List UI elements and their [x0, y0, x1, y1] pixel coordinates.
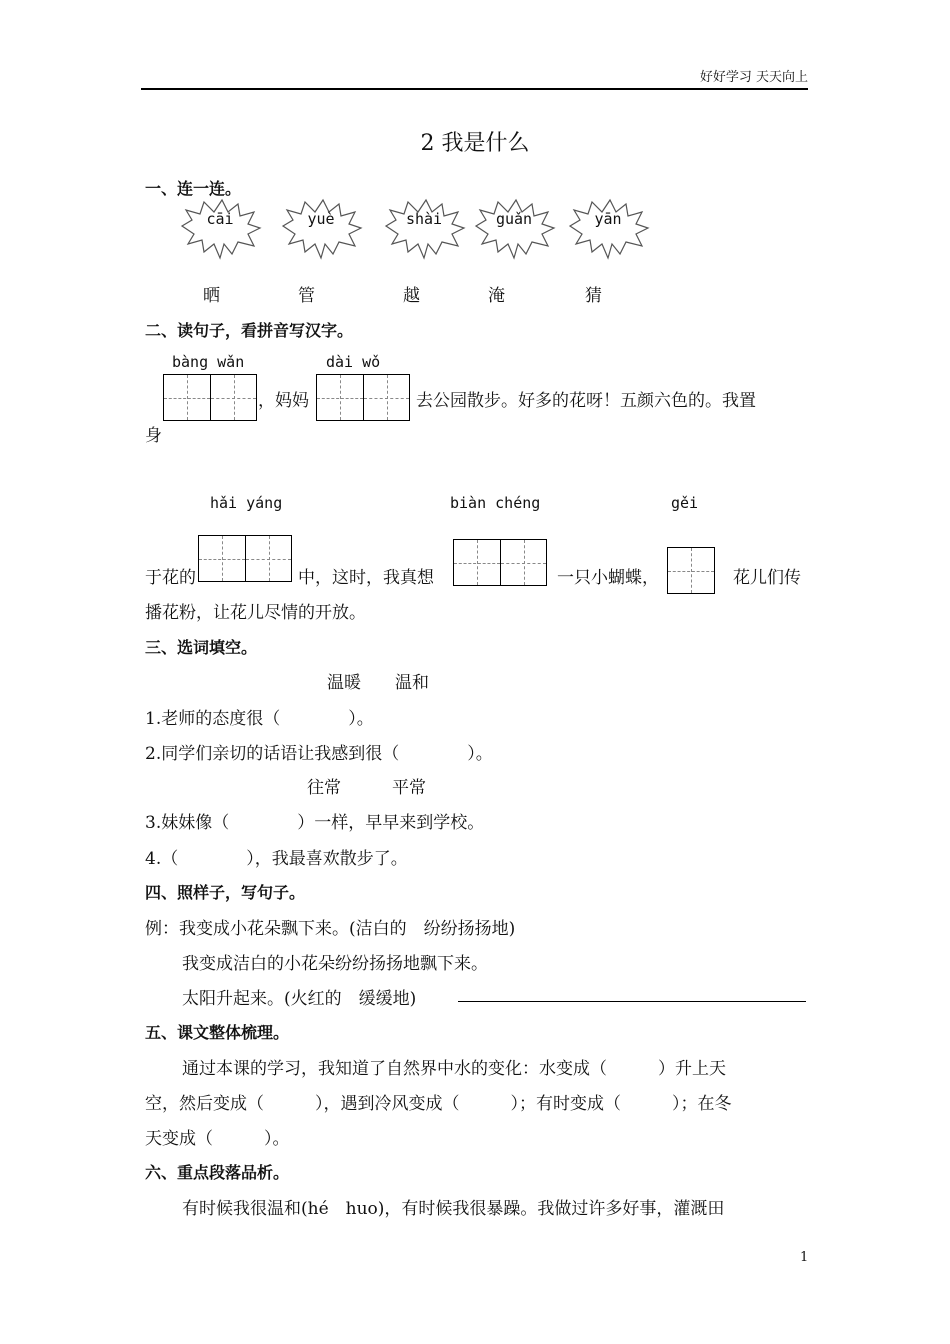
leaf-pinyin: shài [405, 210, 443, 228]
sentence-text: 一只小蝴蝶， [557, 568, 659, 588]
answer-line[interactable] [458, 1001, 806, 1002]
word-choices: 温暖 温和 [327, 673, 429, 693]
leaf-pinyin: yuè [307, 210, 335, 228]
leaf-card [277, 198, 365, 258]
page-title: 2 我是什么 [420, 131, 530, 156]
example-answer: 我变成洁白的小花朵纷纷扬扬地飘下来。 [182, 954, 488, 974]
pinyin-prompt: bàng wǎn [172, 353, 245, 371]
char-item: 猜 [585, 286, 602, 306]
sentence-text: ，妈妈 [258, 391, 309, 411]
leaf-icon [176, 198, 264, 260]
leaf-pinyin: guǎn [495, 210, 533, 228]
fill-blank-question[interactable]: 3.妹妹像（ ）一样，早早来到学校。 [145, 813, 485, 833]
leaf-card [176, 198, 264, 258]
paragraph-line[interactable]: 通过本课的学习，我知道了自然界中水的变化：水变成（ ）升上天 [182, 1059, 726, 1079]
fill-blank-question[interactable]: 2.同学们亲切的话语让我感到很（ ）。 [145, 744, 493, 764]
rewrite-task: 太阳升起来。(火红的 缓缓地) [182, 989, 417, 1009]
sentence-text: 花儿们传 [733, 568, 801, 588]
fill-blank-question[interactable]: 1.老师的态度很（ ）。 [145, 709, 374, 729]
header-rule [141, 88, 808, 90]
paragraph-line[interactable]: 空，然后变成（ ），遇到冷风变成（ ）；有时变成（ ）；在冬 [145, 1094, 732, 1114]
fill-blank-question[interactable]: 4.（ ），我最喜欢散步了。 [145, 849, 408, 869]
tianzige-answer-box[interactable] [667, 547, 715, 594]
tianzige-answer-box[interactable] [163, 374, 257, 421]
pinyin-prompt: gěi [671, 494, 699, 512]
tianzige-answer-box[interactable] [316, 374, 410, 421]
pinyin-prompt: biàn chéng [450, 494, 541, 512]
tianzige-answer-box[interactable] [453, 539, 547, 586]
leaf-pinyin: yān [594, 210, 622, 228]
pinyin-prompt: dài wǒ [326, 353, 381, 371]
section2-heading: 二、读句子，看拼音写汉字。 [145, 321, 354, 340]
leaf-pinyin: cāi [206, 210, 234, 228]
pinyin-prompt: hǎi yáng [210, 494, 283, 512]
paragraph-line: 有时候我很温和(hé huo)，有时候我很暴躁。我做过许多好事，灌溉田 [182, 1199, 725, 1219]
section4-heading: 四、照样子，写句子。 [145, 883, 306, 902]
section3-heading: 三、选词填空。 [145, 638, 258, 657]
tianzige-answer-box[interactable] [198, 535, 292, 582]
char-item: 越 [403, 286, 420, 306]
sentence-text: 于花的 [145, 568, 196, 588]
sentence-text: 去公园散步。好多的花呀！五颜六色的。我置 [416, 391, 756, 411]
section6-heading: 六、重点段落品析。 [145, 1163, 290, 1182]
leaf-card [470, 198, 558, 258]
example-sentence: 例：我变成小花朵飘下来。(洁白的 纷纷扬扬地) [145, 919, 516, 939]
page-number: 1 [800, 1250, 809, 1265]
paragraph-line[interactable]: 天变成（ ）。 [145, 1129, 290, 1149]
sentence-text: 中，这时，我真想 [298, 568, 434, 588]
char-item: 管 [298, 286, 315, 306]
section5-heading: 五、课文整体梳理。 [145, 1023, 290, 1042]
leaf-icon [564, 198, 652, 260]
leaf-icon [380, 198, 468, 260]
leaf-card [564, 198, 652, 258]
leaf-icon [277, 198, 365, 260]
char-item: 淹 [488, 286, 505, 306]
word-choices: 往常 平常 [307, 778, 426, 798]
page-header: 好好学习 天天向上 [699, 70, 808, 85]
section1-heading: 一、连一连。 [145, 179, 242, 198]
leaf-icon [470, 198, 558, 260]
leaf-card [380, 198, 468, 258]
sentence-text: 播花粉，让花儿尽情的开放。 [145, 603, 366, 623]
sentence-text: 身 [145, 426, 162, 446]
char-item: 晒 [203, 286, 220, 306]
